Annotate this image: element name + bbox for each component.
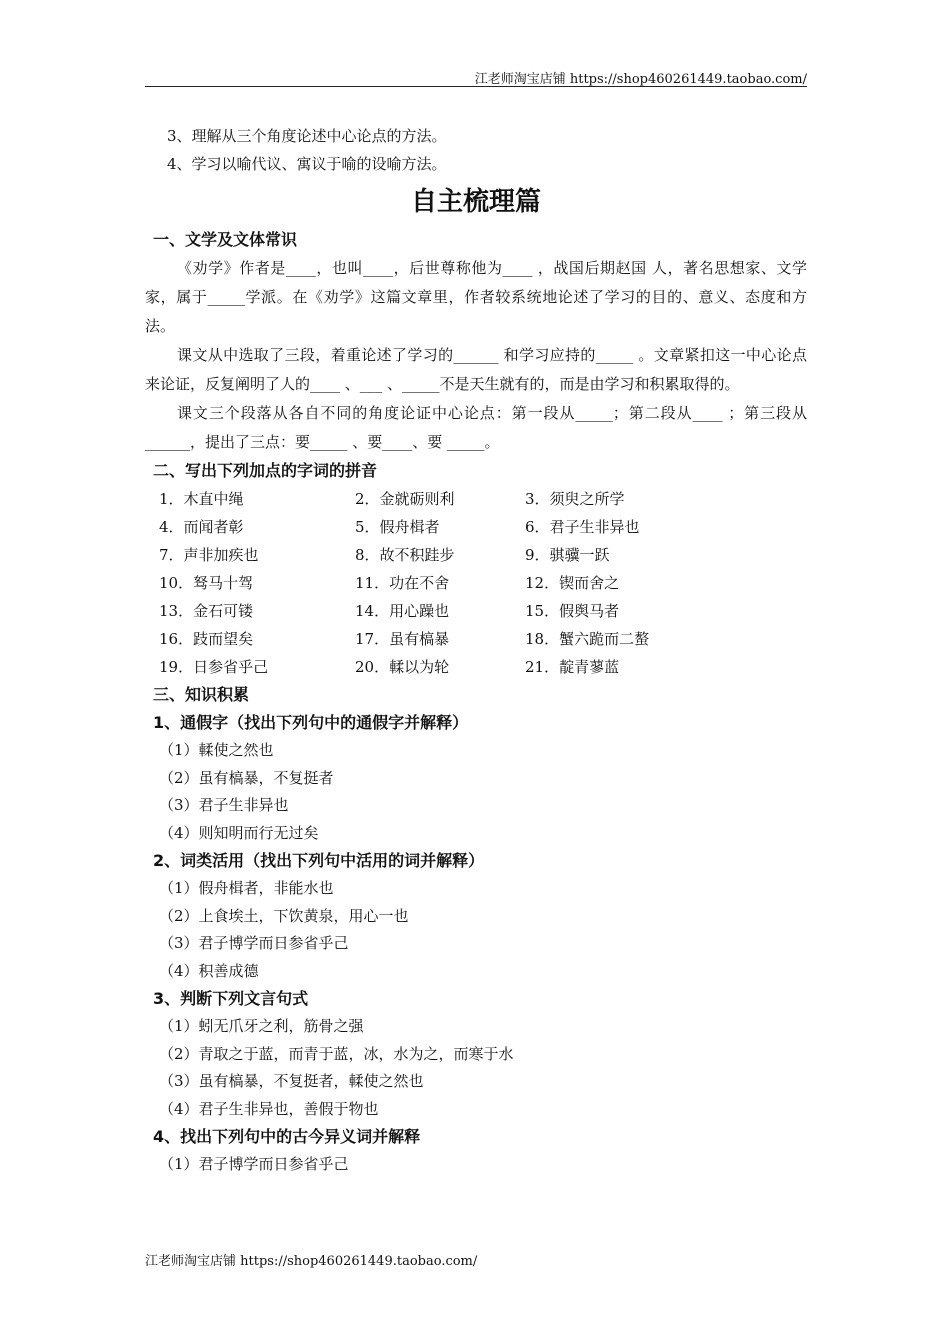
sub3-item: （4）君子生非异也，善假于物也: [159, 1099, 379, 1118]
objective-4: 4、学习以喻代议、寓议于喻的设喻方法。: [167, 155, 447, 173]
section1-heading: 一、文学及文体常识: [153, 230, 298, 249]
pinyin-item: 21．靛青蓼蓝: [525, 658, 620, 676]
pinyin-item: 8．故不积跬步: [355, 546, 455, 564]
page-footer: 江老师淘宝店铺 https://shop460261449.taobao.com/: [145, 1254, 478, 1269]
section3-heading: 三、知识积累: [153, 685, 250, 704]
sub4-item: （1）君子博学而日参省乎己: [159, 1155, 349, 1173]
sub3-item: （2）青取之于蓝，而青于蓝，冰，水为之，而寒于水: [159, 1044, 514, 1063]
pinyin-item: 6．君子生非异也: [525, 518, 640, 536]
pinyin-item: 9．骐骥一跃: [525, 546, 610, 564]
sub3-item: （3）虽有槁暴，不复挺者，輮使之然也: [159, 1072, 424, 1090]
sub1-item: （3）君子生非异也: [159, 796, 289, 814]
pinyin-item: 19．日参省乎己: [159, 658, 269, 676]
page-title: 自主梳理篇: [410, 187, 541, 217]
section1-paragraph-3: 课文三个段落从各自不同的角度论证中心论点：第一段从_____；第二段从____ ；第三段从______，提出了三点：要_____ 、要____、要 _____。: [145, 404, 807, 451]
sub1-item: （2）虽有槁暴，不复挺者: [159, 768, 334, 787]
pinyin-item: 17．虽有槁暴: [355, 630, 450, 648]
pinyin-row: [145, 625, 807, 653]
pinyin-item: 1．木直中绳: [159, 490, 244, 508]
pinyin-row: [145, 513, 807, 541]
pinyin-grid: [145, 485, 807, 681]
pinyin-item: 13．金石可镂: [159, 602, 254, 620]
header-rule: [145, 86, 807, 87]
pinyin-item: 20．輮以为轮: [355, 658, 450, 676]
pinyin-row: [145, 485, 807, 513]
pinyin-item: 12．锲而舍之: [525, 574, 620, 592]
sub2-item: （1）假舟楫者，非能水也: [159, 879, 334, 897]
pinyin-item: 18．蟹六跪而二螯: [525, 630, 650, 648]
pinyin-item: 3．须臾之所学: [525, 490, 625, 508]
sub1-heading: 1、通假字（找出下列句中的通假字并解释）: [153, 713, 469, 732]
section1-paragraph-2: 课文从中选取了三段，着重论述了学习的______ 和学习应持的_____ 。文章紧扣这一中心论点来论证，反复阐明了人的____ 、___ 、_____不是天生就有的，而是由学习和积累取得的。: [145, 346, 807, 393]
sub1-item: （4）则知明而行无过矣: [159, 823, 319, 842]
pinyin-item: 2．金就砺则利: [355, 490, 455, 508]
sub2-item: （3）君子博学而日参省乎己: [159, 934, 349, 952]
sub2-item: （4）积善成德: [159, 961, 259, 980]
pinyin-item: 14．用心躁也: [355, 602, 450, 620]
pinyin-item: 7．声非加疾也: [159, 546, 259, 564]
sub1-item: （1）輮使之然也: [159, 741, 274, 759]
section2-heading: 二、写出下列加点的字词的拼音: [153, 461, 378, 480]
pinyin-item: 4．而闻者彰: [159, 518, 244, 536]
section1-paragraph-1: 《劝学》作者是____，也叫____，后世尊称他为____ ，战国后期赵国 人，著名思想家、文学家，属于_____学派。在《劝学》这篇文章里，作者较系统地论述了学习的目的、意义、态度和方法。: [145, 259, 807, 335]
sub4-heading: 4、找出下列句中的古今异义词并解释: [153, 1127, 421, 1146]
pinyin-item: 15．假舆马者: [525, 602, 620, 620]
page-header: 江老师淘宝店铺 https://shop460261449.taobao.com/: [474, 72, 807, 87]
pinyin-row: [145, 597, 807, 625]
objective-3: 3、理解从三个角度论述中心论点的方法。: [167, 127, 447, 145]
pinyin-item: 5．假舟楫者: [355, 518, 440, 536]
pinyin-row: [145, 569, 807, 597]
pinyin-row: [145, 541, 807, 569]
pinyin-item: 16．跂而望矣: [159, 630, 254, 648]
sub3-heading: 3、判断下列文言句式: [153, 989, 309, 1008]
pinyin-item: 11．功在不舍: [355, 574, 450, 592]
sub2-item: （2）上食埃土，下饮黄泉，用心一也: [159, 906, 409, 925]
pinyin-item: 10．驽马十驾: [159, 574, 254, 592]
sub3-item: （1）蚓无爪牙之利，筋骨之强: [159, 1017, 364, 1035]
pinyin-row: [145, 653, 807, 681]
sub2-heading: 2、词类活用（找出下列句中活用的词并解释）: [153, 851, 485, 870]
document-body: [145, 122, 807, 1179]
